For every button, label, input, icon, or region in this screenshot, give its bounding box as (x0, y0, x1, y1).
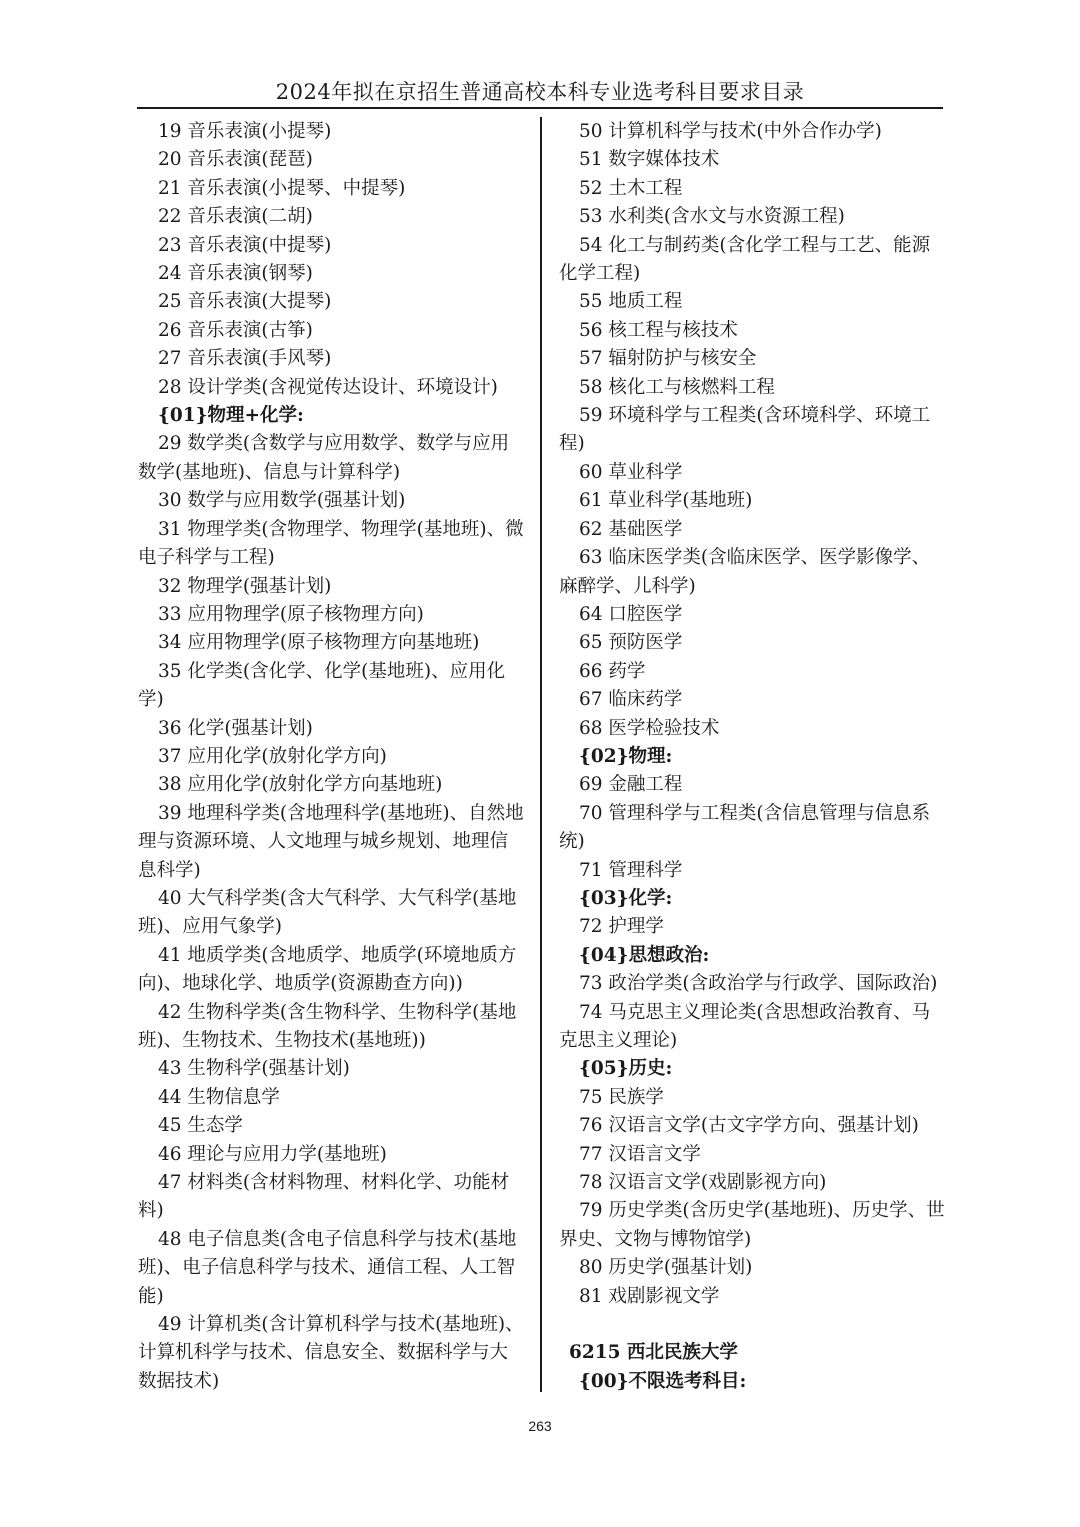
major-entry: 53 水利类(含水文与水资源工程) (579, 206, 845, 228)
major-entry: 44 生物信息学 (158, 1086, 280, 1108)
major-entry: 36 化学(强基计划) (158, 717, 313, 739)
subject-group-heading: {05}历史: (579, 1058, 673, 1080)
major-entry: 40 大气科学类(含大气科学、大气科学(基地班)、应用气象学) (138, 887, 517, 938)
major-entry: 46 理论与应用力学(基地班) (158, 1143, 387, 1165)
major-entry: 50 计算机科学与技术(中外合作办学) (579, 121, 882, 142)
major-entry: 74 马克思主义理论类(含思想政治教育、马克思主义理论) (559, 1001, 931, 1051)
major-entry: 63 临床医学类(含临床医学、医学影像学、麻醉学、儿科学) (559, 547, 931, 597)
major-entry: 23 音乐表演(中提琴) (158, 234, 332, 256)
major-entry: 67 临床药学 (579, 689, 683, 711)
subject-group-heading: {01}物理+化学: (158, 405, 304, 427)
major-entry: 78 汉语言文学(戏剧影视方向) (579, 1172, 827, 1194)
major-entry: 34 应用物理学(原子核物理方向基地班) (158, 632, 480, 654)
subject-group-heading: {04}思想政治: (579, 944, 710, 966)
major-entry: 24 音乐表演(钢琴) (158, 263, 313, 285)
header-rule (137, 107, 943, 109)
major-entry: 25 音乐表演(大提琴) (158, 291, 332, 313)
major-entry: 69 金融工程 (579, 774, 683, 796)
major-entry: 32 物理学(强基计划) (158, 575, 332, 597)
major-entry: 57 辐射防护与核安全 (579, 348, 757, 370)
major-entry: 58 核化工与核燃料工程 (579, 376, 775, 398)
major-entry: 65 预防医学 (579, 632, 683, 654)
major-entry: 26 音乐表演(古筝) (158, 319, 313, 341)
major-entry: 33 应用物理学(原子核物理方向) (158, 603, 424, 625)
major-entry: 39 地理科学类(含地理科学(基地班)、自然地理与资源环境、人文地理与城乡规划、地理信息科学) (138, 802, 524, 881)
major-entry: 62 基础医学 (579, 518, 683, 540)
major-entry: 72 护理学 (579, 916, 664, 938)
major-entry: 71 管理科学 (579, 859, 683, 881)
major-entry: 52 土木工程 (579, 177, 683, 199)
page-title: 2024年拟在京招生普通高校本科专业选考科目要求目录 (275, 80, 805, 104)
major-entry: 64 口腔医学 (579, 603, 683, 625)
major-entry: 55 地质工程 (579, 291, 683, 313)
major-entry: 43 生物科学(强基计划) (158, 1058, 350, 1080)
right-column (559, 118, 945, 1396)
major-entry: 41 地质学类(含地质学、地质学(环境地质方向)、地球化学、地质学(资源勘查方向)) (138, 944, 517, 995)
major-entry: 28 设计学类(含视觉传达设计、环境设计) (158, 376, 498, 398)
major-entry: 56 核工程与核技术 (579, 319, 738, 341)
major-entry: 54 化工与制药类(含化学工程与工艺、能源化学工程) (559, 234, 931, 285)
major-entry: 35 化学类(含化学、化学(基地班)、应用化学) (138, 660, 506, 711)
major-entry: 77 汉语言文学 (579, 1143, 701, 1165)
major-entry: 61 草业科学(基地班) (579, 490, 753, 512)
major-entry: 29 数学类(含数学与应用数学、数学与应用数学(基地班)、信息与计算科学) (138, 433, 510, 483)
column-divider (540, 117, 542, 1392)
major-entry: 81 戏剧影视文学 (579, 1285, 720, 1307)
major-entry: 70 管理科学与工程类(含信息管理与信息系统) (559, 802, 931, 853)
major-entry: 30 数学与应用数学(强基计划) (158, 490, 406, 512)
major-entry: 37 应用化学(放射化学方向) (158, 745, 387, 767)
major-entry: 73 政治学类(含政治学与行政学、国际政治) (579, 973, 938, 995)
major-entry: 48 电子信息类(含电子信息科学与技术(基地班)、电子信息科学与技术、通信工程、人工智能) (138, 1228, 517, 1307)
major-entry: 49 计算机类(含计算机科学与技术(基地班)、计算机科学与技术、信息安全、数据科学与大数据技术) (138, 1314, 524, 1392)
university-heading: 6215 西北民族大学 (569, 1342, 738, 1364)
subject-group-heading: {03}化学: (579, 887, 673, 909)
major-entry: 51 数字媒体技术 (579, 149, 720, 171)
major-entry: 47 材料类(含材料物理、材料化学、功能材料) (138, 1172, 510, 1222)
major-entry: 66 药学 (579, 660, 646, 682)
major-entry: 75 民族学 (579, 1086, 664, 1108)
major-entry: 22 音乐表演(二胡) (158, 206, 313, 228)
major-entry: 20 音乐表演(琵琶) (158, 149, 313, 171)
page-number: 263 (528, 1418, 552, 1434)
major-entry: 80 历史学(强基计划) (579, 1257, 753, 1279)
major-entry: 79 历史学类(含历史学(基地班)、历史学、世界史、文物与博物馆学) (559, 1200, 945, 1250)
major-entry: 60 草业科学 (579, 461, 683, 483)
subject-group-heading: {00}不限选考科目: (579, 1370, 747, 1392)
major-entry: 21 音乐表演(小提琴、中提琴) (158, 177, 406, 199)
major-entry: 19 音乐表演(小提琴) (158, 121, 332, 142)
major-entry: 31 物理学类(含物理学、物理学(基地班)、微电子科学与工程) (138, 518, 524, 569)
major-entry: 42 生物科学类(含生物科学、生物科学(基地班)、生物技术、生物技术(基地班)) (138, 1001, 517, 1051)
major-entry: 45 生态学 (158, 1115, 243, 1137)
major-entry: 27 音乐表演(手风琴) (158, 348, 332, 370)
left-column (138, 118, 524, 1396)
subject-group-heading: {02}物理: (579, 745, 673, 767)
major-entry: 59 环境科学与工程类(含环境科学、环境工程) (559, 405, 931, 455)
major-entry: 38 应用化学(放射化学方向基地班) (158, 774, 443, 796)
major-entry: 76 汉语言文学(古文字学方向、强基计划) (579, 1115, 919, 1137)
major-entry: 68 医学检验技术 (579, 717, 720, 739)
